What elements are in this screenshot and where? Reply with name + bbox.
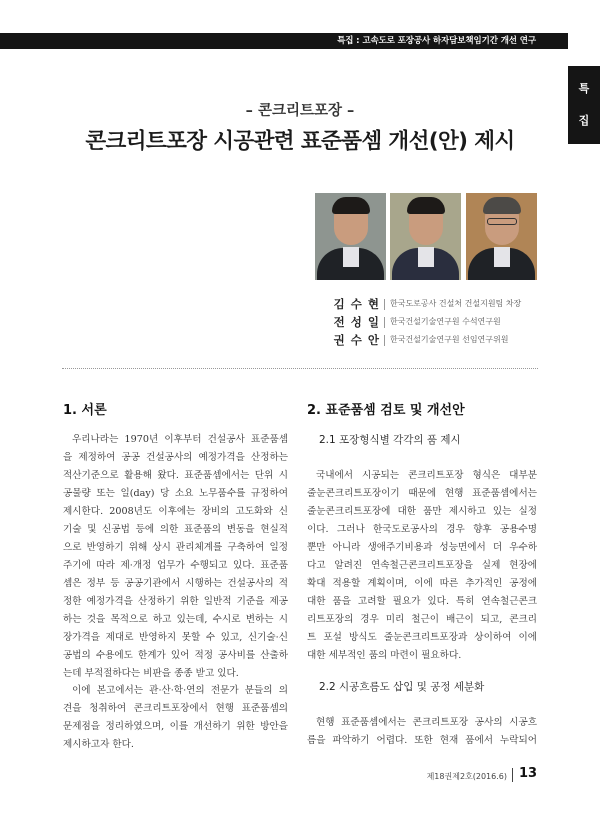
body-paragraph bbox=[63, 682, 288, 754]
text-line: 제시한다. 2008년도 이후에는 장비의 고도화와 신 bbox=[63, 506, 288, 517]
author-entry bbox=[300, 296, 540, 314]
author-name: 김 수 현 bbox=[333, 297, 380, 311]
author-affiliation: 한국건설기술연구원 수석연구원 bbox=[390, 317, 501, 326]
section-heading: 1. 서론 bbox=[63, 403, 107, 418]
text-line: 제시하고자 한다. bbox=[63, 739, 134, 750]
text-line: 는데 부적절하다는 비판을 종종 받고 있다. bbox=[63, 668, 239, 679]
text-line: 현행 표준품셈에서는 콘크리트포장 공사의 시공흐 bbox=[316, 717, 537, 728]
subsection-heading: 2.2 시공흐름도 삽입 및 공정 세분화 bbox=[319, 681, 485, 693]
text-line: 주기에 따라 제·개정 업무가 수행되고 있다. 표준품 bbox=[63, 560, 288, 571]
author-name: 권 수 안 bbox=[333, 333, 380, 347]
text-line: 트 포설 방식도 줄눈콘크리트포장과 상이하여 이에 bbox=[307, 632, 537, 643]
text-line: 하는 것을 목적으로 하고 있는데, 수시로 변하는 시 bbox=[63, 614, 288, 625]
text-line: 대한 품을 고려할 필요가 있다. 특히 연속철근콘크 bbox=[307, 596, 537, 607]
text-line: 국내에서 시공되는 콘크리트포장 형식은 대부분 bbox=[316, 470, 537, 481]
author-name: 전 성 일 bbox=[333, 315, 380, 329]
text-line: 확대 적용할 계획이며, 이에 따른 추가적인 공정에 bbox=[307, 578, 537, 589]
text-line: 줄눈콘크리트포장에 대한 품만 제시하고 있는 실정 bbox=[307, 506, 537, 517]
author-entry bbox=[300, 332, 540, 350]
text-line: 문제점을 정리하였으며, 이를 개선하기 위한 방안을 bbox=[63, 721, 288, 732]
text-line: 장가격을 제대로 반영하지 못할 수 있고, 신기술·신 bbox=[63, 632, 288, 643]
series-title: 특집 : 고속도로 포장공사 하자담보책임기간 개선 연구 bbox=[337, 36, 536, 46]
text-line: 리트포장의 경우 미리 철근이 배근이 되고, 콘크리 bbox=[307, 614, 537, 625]
text-line: 다고 알려진 연속철근콘크리트포장을 실제 현장에 bbox=[307, 560, 537, 571]
body-paragraph bbox=[63, 431, 288, 683]
text-line: 뿐만 아니라 생애주기비용과 성능면에서 더 우수하 bbox=[307, 542, 537, 553]
author-entry bbox=[300, 314, 540, 332]
author-affiliation: 한국도로공사 건설처 건설지원팀 차장 bbox=[390, 299, 522, 308]
text-line: 셈은 정부 등 공공기관에서 시행하는 건설공사의 적 bbox=[63, 578, 288, 589]
text-line: 공법의 수용에도 한계가 있어 적정 공사비를 산출하 bbox=[63, 650, 288, 661]
text-line: 우리나라는 1970년 이후부터 건설공사 표준품셈 bbox=[72, 434, 288, 445]
text-line: 줄눈콘크리트포장이기 때문에 현행 표준품셈에서는 bbox=[307, 488, 537, 499]
footer-divider bbox=[512, 768, 513, 782]
text-line: 름을 파악하기 어렵다. 또한 현재 품에서 누락되어 bbox=[307, 735, 537, 746]
body-paragraph bbox=[307, 714, 537, 750]
author-divider bbox=[384, 317, 385, 328]
header-bar bbox=[0, 33, 568, 49]
text-line: 기술 및 신공법 등에 의한 표준품의 변동을 현실적 bbox=[63, 524, 288, 535]
issue-label: 제18권제2호(2016.6) bbox=[426, 772, 507, 781]
text-line: 견을 청취하여 콘크리트포장에서 현행 표준품셈의 bbox=[63, 703, 288, 714]
subsection-heading: 2.1 포장형식별 각각의 품 제시 bbox=[319, 434, 461, 446]
side-tab-char: 집 bbox=[578, 114, 590, 127]
author-divider bbox=[384, 335, 385, 346]
author-photo bbox=[466, 193, 537, 280]
page-number: 13 bbox=[519, 766, 538, 781]
text-line: 공물량 또는 일(day) 당 소요 노무품수를 규정하여 bbox=[63, 488, 288, 499]
text-line: 이다. 그러나 한국도로공사의 경우 향후 공용수명 bbox=[307, 524, 537, 535]
author-photo bbox=[390, 193, 461, 280]
text-line: 을 제정하여 공공 건설공사의 예정가격을 산정하는 bbox=[63, 452, 288, 463]
author-divider bbox=[384, 299, 385, 310]
section-heading: 2. 표준품셈 검토 및 개선안 bbox=[307, 403, 465, 418]
side-tab-char: 특 bbox=[578, 82, 590, 95]
article-kicker: – 콘크리트포장 – bbox=[245, 103, 355, 119]
text-line: 정한 예정가격을 산정하기 위한 일반적 기준을 제공 bbox=[63, 596, 288, 607]
text-line: 이에 본고에서는 관·산·학·연의 전문가 분들의 의 bbox=[72, 685, 288, 696]
text-line: 적산기준으로 활용해 왔다. 표준품셈에서는 단위 시 bbox=[63, 470, 288, 481]
author-affiliation: 한국건설기술연구원 선임연구위원 bbox=[390, 335, 509, 344]
body-paragraph bbox=[307, 467, 537, 665]
author-photo bbox=[315, 193, 386, 280]
article-title: 콘크리트포장 시공관련 표준품셈 개선(안) 제시 bbox=[85, 129, 515, 154]
text-line: 대한 세부적인 품의 마련이 필요하다. bbox=[307, 650, 462, 661]
dotted-divider bbox=[62, 368, 538, 369]
text-line: 으로 반영하기 위해 상시 관리체계를 구축하여 일정 bbox=[63, 542, 288, 553]
